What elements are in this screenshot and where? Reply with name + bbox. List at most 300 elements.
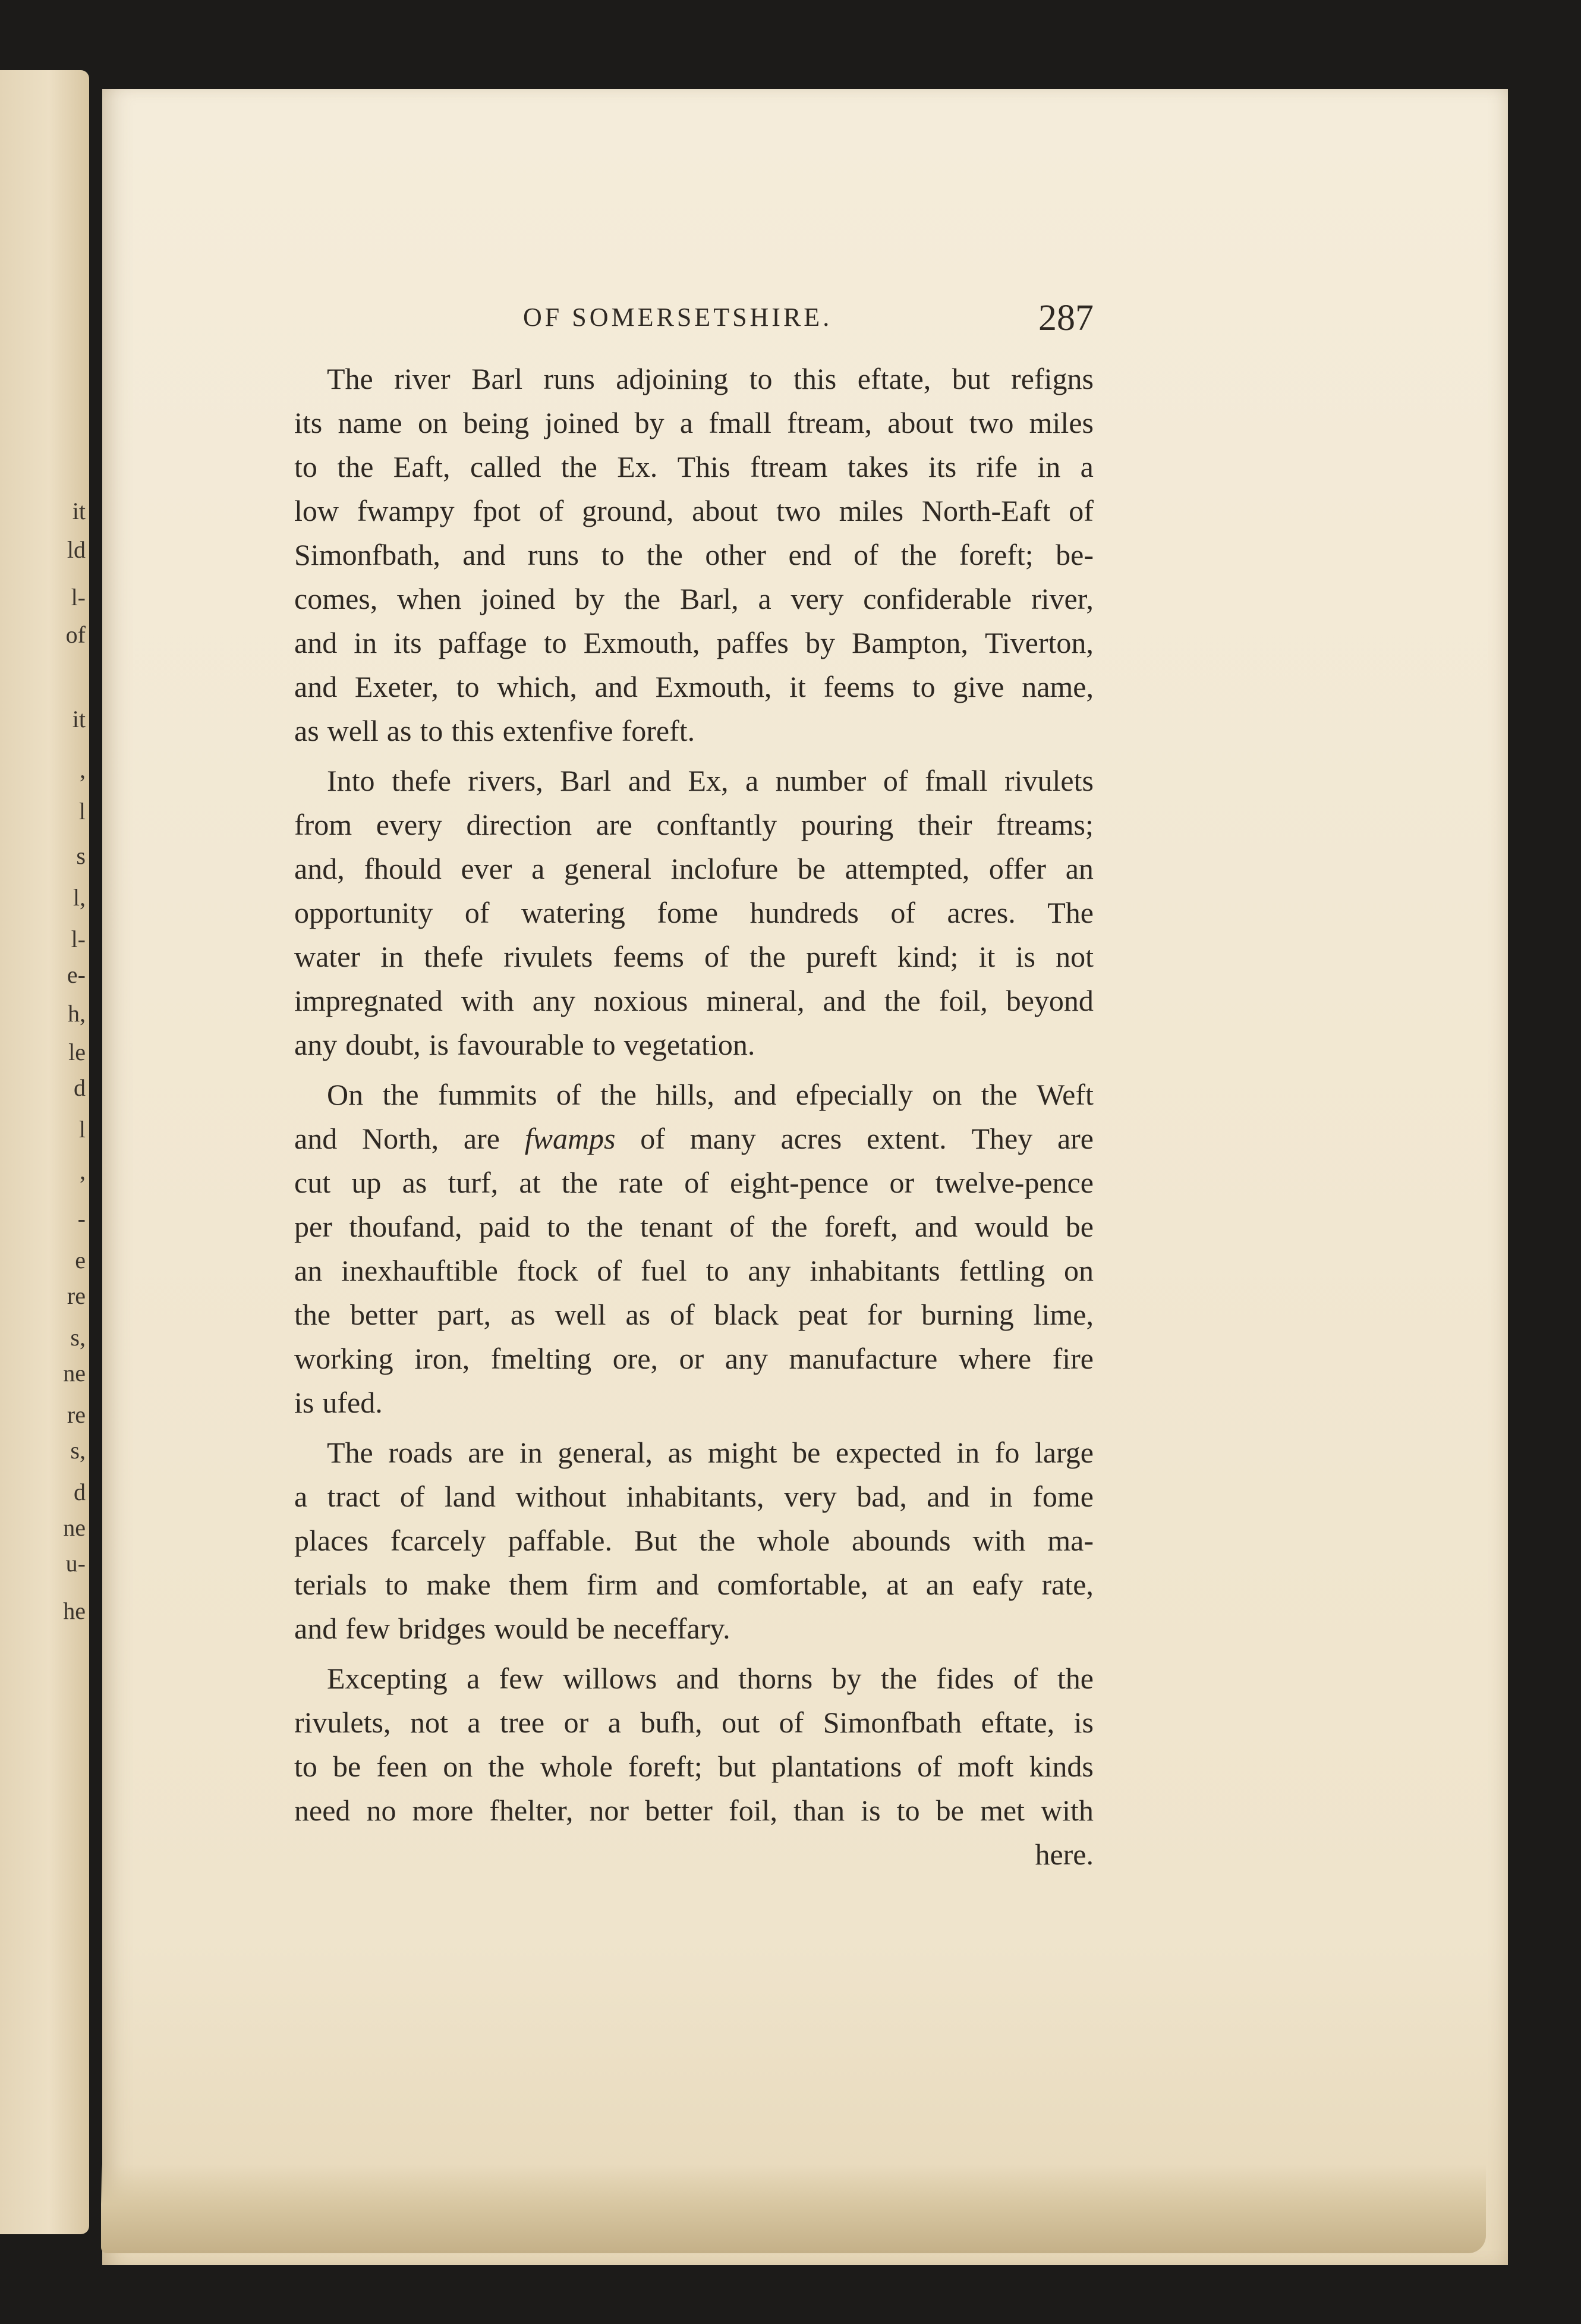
word: an bbox=[294, 1254, 323, 1287]
word: fuel bbox=[640, 1254, 687, 1287]
word: lime, bbox=[1033, 1298, 1094, 1331]
word: roads bbox=[388, 1436, 453, 1469]
word: fo bbox=[994, 1436, 1020, 1469]
word: comes, bbox=[294, 582, 378, 615]
word: is bbox=[861, 1794, 881, 1827]
word: other bbox=[705, 538, 767, 571]
word: thefe bbox=[392, 764, 451, 797]
word: foreft, bbox=[824, 1210, 898, 1243]
word: low bbox=[294, 494, 339, 527]
word: out bbox=[722, 1706, 760, 1739]
word: ground, bbox=[582, 494, 674, 527]
word: fmall bbox=[708, 406, 771, 439]
word: turf, bbox=[448, 1166, 499, 1199]
text-line bbox=[294, 445, 1094, 489]
word: about bbox=[887, 406, 954, 439]
text-line bbox=[294, 1073, 1094, 1117]
word: ftream, bbox=[786, 406, 872, 439]
word: opportunity bbox=[294, 896, 433, 929]
text-line bbox=[294, 1430, 1094, 1474]
left-page-fragment: he bbox=[63, 1597, 86, 1624]
word: well bbox=[327, 714, 379, 747]
left-page-fragment: re bbox=[67, 1282, 86, 1309]
word: miles bbox=[839, 494, 904, 527]
text-line bbox=[294, 665, 1094, 709]
word: Exmouth, bbox=[655, 670, 772, 703]
word: to bbox=[706, 1254, 729, 1287]
word: are bbox=[463, 1122, 500, 1155]
word: Excepting bbox=[327, 1662, 448, 1695]
word: and bbox=[927, 1480, 970, 1513]
word: miles bbox=[1029, 406, 1094, 439]
text-line bbox=[294, 489, 1094, 533]
word: and bbox=[733, 1078, 777, 1111]
word: favourable bbox=[456, 1028, 584, 1061]
word: plantations bbox=[771, 1750, 902, 1783]
left-page-fragment: ne bbox=[63, 1514, 86, 1541]
word: per bbox=[294, 1210, 332, 1243]
word: to bbox=[896, 1794, 920, 1827]
word: make bbox=[426, 1568, 491, 1601]
word: as bbox=[294, 714, 319, 747]
word: fire bbox=[1052, 1342, 1094, 1375]
word: and bbox=[656, 1568, 699, 1601]
word: whole bbox=[540, 1750, 613, 1783]
left-page-fragment: l bbox=[78, 798, 86, 825]
word: to bbox=[294, 1750, 317, 1783]
left-facing-page bbox=[0, 70, 89, 2234]
word: North, bbox=[361, 1122, 439, 1155]
word: of bbox=[556, 1078, 581, 1111]
word: inhabitants bbox=[810, 1254, 940, 1287]
word: acres bbox=[780, 1122, 842, 1155]
running-head-title: OF SOMERSETSHIRE. bbox=[523, 303, 833, 332]
word: Weft bbox=[1036, 1078, 1094, 1111]
word: the bbox=[900, 538, 937, 571]
text-line bbox=[294, 803, 1094, 847]
word: fcarcely bbox=[390, 1524, 486, 1557]
word: when bbox=[397, 582, 462, 615]
word: be bbox=[332, 1750, 361, 1783]
text-line bbox=[294, 759, 1094, 803]
word: which, bbox=[497, 670, 577, 703]
text-line bbox=[294, 1562, 1094, 1606]
word: and bbox=[462, 538, 506, 571]
word: more bbox=[412, 1794, 474, 1827]
word: large bbox=[1034, 1436, 1094, 1469]
word: nor bbox=[589, 1794, 629, 1827]
word: would bbox=[494, 1612, 569, 1645]
word: the bbox=[294, 1298, 331, 1331]
word: and bbox=[914, 1210, 958, 1243]
word: of bbox=[704, 940, 729, 973]
word: river bbox=[394, 362, 451, 395]
word: very bbox=[790, 582, 844, 615]
word: But bbox=[634, 1524, 678, 1557]
word: bad, bbox=[856, 1480, 907, 1513]
left-page-fragment: - bbox=[77, 1205, 86, 1232]
word: by bbox=[575, 582, 605, 615]
word: might bbox=[707, 1436, 777, 1469]
word: to bbox=[912, 670, 936, 703]
text-line bbox=[294, 357, 1094, 401]
word: name, bbox=[1022, 670, 1094, 703]
word: or bbox=[679, 1342, 704, 1375]
word: in bbox=[956, 1436, 980, 1469]
word: Simonfbath, bbox=[294, 538, 440, 571]
left-page-fragment: d bbox=[74, 1479, 86, 1505]
word: ore, bbox=[612, 1342, 659, 1375]
word: thefe bbox=[424, 940, 484, 973]
word: the bbox=[488, 1750, 525, 1783]
text-line bbox=[294, 1205, 1094, 1249]
left-page-fragment: of bbox=[65, 621, 86, 648]
word: Ex. bbox=[617, 450, 658, 483]
word: North-Eaft bbox=[921, 494, 1051, 527]
word: extenfive bbox=[502, 714, 613, 747]
word: The bbox=[327, 1436, 373, 1469]
word: efpecially bbox=[795, 1078, 913, 1111]
word: are bbox=[596, 808, 632, 841]
word: than bbox=[793, 1794, 845, 1827]
word: would bbox=[974, 1210, 1049, 1243]
word: any bbox=[294, 1028, 338, 1061]
word: of bbox=[854, 538, 878, 571]
word: They bbox=[971, 1122, 1033, 1155]
word: to bbox=[543, 626, 567, 659]
word: rate bbox=[619, 1166, 663, 1199]
word: to bbox=[601, 538, 625, 571]
word: at bbox=[519, 1166, 541, 1199]
word: eight-pence bbox=[730, 1166, 869, 1199]
word: to bbox=[420, 714, 443, 747]
word: very bbox=[783, 1480, 837, 1513]
word: doubt, bbox=[345, 1028, 421, 1061]
word: tract bbox=[327, 1480, 380, 1513]
text-line bbox=[294, 401, 1094, 445]
word: runs bbox=[527, 538, 580, 571]
word: be bbox=[792, 1436, 821, 1469]
word: few bbox=[499, 1662, 544, 1695]
word: this bbox=[793, 362, 837, 395]
word: Exmouth, bbox=[583, 626, 700, 659]
word: peat bbox=[798, 1298, 848, 1331]
word: the bbox=[771, 1210, 808, 1243]
word: Eaft, bbox=[393, 450, 451, 483]
word: the bbox=[587, 1210, 623, 1243]
word: but bbox=[717, 1750, 756, 1783]
word: with bbox=[972, 1524, 1026, 1557]
word: its bbox=[393, 626, 422, 659]
word: in bbox=[380, 940, 404, 973]
word: Ex, bbox=[688, 764, 729, 797]
word: the bbox=[749, 940, 786, 973]
word: neceffary. bbox=[613, 1612, 730, 1645]
word: of bbox=[779, 1706, 804, 1739]
word: and bbox=[294, 1122, 338, 1155]
word: terials bbox=[294, 1568, 367, 1601]
word: of bbox=[1013, 1662, 1038, 1695]
word: in bbox=[989, 1480, 1013, 1513]
word: abounds bbox=[851, 1524, 951, 1557]
word: takes bbox=[847, 450, 909, 483]
text-line bbox=[294, 1292, 1094, 1336]
text-line bbox=[294, 1700, 1094, 1744]
word: give bbox=[953, 670, 1004, 703]
left-page-fragment: d bbox=[74, 1074, 86, 1101]
text-line bbox=[294, 1380, 1094, 1424]
word: from bbox=[294, 808, 352, 841]
left-page-fragment: s, bbox=[70, 1437, 86, 1464]
word: a bbox=[607, 1706, 621, 1739]
word: Bampton, bbox=[852, 626, 968, 659]
word: part, bbox=[437, 1298, 491, 1331]
word: firm bbox=[586, 1568, 638, 1601]
word: the bbox=[560, 450, 597, 483]
word: Tiverton, bbox=[985, 626, 1094, 659]
word: foreft; bbox=[628, 1750, 703, 1783]
word: be bbox=[936, 1794, 964, 1827]
word: to bbox=[385, 1568, 408, 1601]
left-page-fragment: e bbox=[75, 1247, 86, 1273]
left-page-fragment: , bbox=[80, 756, 86, 783]
word: the bbox=[698, 1524, 736, 1557]
word: hundreds bbox=[749, 896, 859, 929]
word: their bbox=[917, 808, 972, 841]
word: where bbox=[958, 1342, 1032, 1375]
text-line bbox=[294, 621, 1094, 665]
word: fome bbox=[1032, 1480, 1094, 1513]
text-line bbox=[294, 1606, 1094, 1650]
word: mineral, bbox=[706, 984, 805, 1017]
text-line bbox=[294, 1518, 1094, 1562]
word: on bbox=[443, 1750, 473, 1783]
left-page-fragment: s, bbox=[70, 1324, 86, 1351]
word: general bbox=[563, 852, 652, 885]
left-page-fragment: l- bbox=[71, 584, 86, 611]
word: no bbox=[366, 1794, 396, 1827]
left-page-fragment: l- bbox=[71, 926, 86, 952]
word: by bbox=[805, 626, 835, 659]
word: ma- bbox=[1047, 1524, 1094, 1557]
word: as bbox=[402, 1166, 427, 1199]
text-line bbox=[294, 709, 1094, 753]
word: acres. bbox=[947, 896, 1016, 929]
word: Exeter, bbox=[354, 670, 439, 703]
word: ftream bbox=[749, 450, 828, 483]
catchword-line bbox=[294, 1832, 1094, 1876]
word: paffable. bbox=[508, 1524, 612, 1557]
word: fmelting bbox=[490, 1342, 592, 1375]
word: need bbox=[294, 1794, 351, 1827]
word: the bbox=[624, 582, 661, 615]
word: to bbox=[749, 362, 773, 395]
word: tenant bbox=[640, 1210, 713, 1243]
word: be bbox=[1065, 1210, 1094, 1243]
word: pouring bbox=[801, 808, 894, 841]
word: feems bbox=[823, 670, 895, 703]
word: it bbox=[789, 670, 806, 703]
word: not bbox=[410, 1706, 448, 1739]
word: runs bbox=[543, 362, 595, 395]
word: joined bbox=[544, 406, 619, 439]
word: on bbox=[417, 406, 448, 439]
word: fwamps bbox=[524, 1122, 616, 1155]
word: direction bbox=[466, 808, 572, 841]
word: a bbox=[758, 582, 771, 615]
word: working bbox=[294, 1342, 393, 1375]
text-line bbox=[294, 1117, 1094, 1161]
word: and bbox=[676, 1662, 719, 1695]
word: Barl bbox=[471, 362, 523, 395]
word: not bbox=[1056, 940, 1094, 973]
word: hills, bbox=[656, 1078, 714, 1111]
word: noxious bbox=[593, 984, 688, 1017]
word: with bbox=[461, 984, 514, 1017]
word: a bbox=[467, 1706, 481, 1739]
word: ever bbox=[461, 852, 512, 885]
word: is bbox=[1073, 1706, 1094, 1739]
text-line bbox=[294, 979, 1094, 1023]
word: feen bbox=[376, 1750, 428, 1783]
word: land bbox=[444, 1480, 496, 1513]
word: ufed. bbox=[322, 1386, 383, 1419]
left-page-fragment: l, bbox=[73, 884, 86, 911]
word: On bbox=[327, 1078, 364, 1111]
word: every bbox=[376, 808, 442, 841]
word: general, bbox=[558, 1436, 653, 1469]
word: with bbox=[1041, 1794, 1094, 1827]
word: being bbox=[463, 406, 530, 439]
word: them bbox=[509, 1568, 569, 1601]
word: a bbox=[294, 1480, 308, 1513]
body-text bbox=[294, 357, 1094, 1876]
left-page-fragment: ld bbox=[67, 536, 86, 563]
word: a bbox=[531, 852, 545, 885]
word: of bbox=[1069, 494, 1094, 527]
word: as bbox=[386, 714, 412, 747]
word: a bbox=[467, 1662, 480, 1695]
text-line bbox=[294, 1474, 1094, 1518]
word: eftate, bbox=[981, 1706, 1055, 1739]
word: expected bbox=[835, 1436, 941, 1469]
word: manufacture bbox=[789, 1342, 938, 1375]
word: the bbox=[337, 450, 374, 483]
word: better bbox=[645, 1794, 713, 1827]
word: refigns bbox=[1011, 362, 1094, 395]
text-line bbox=[294, 1161, 1094, 1205]
word: by bbox=[832, 1662, 862, 1695]
text-line bbox=[294, 1023, 1094, 1067]
catchword: here. bbox=[1035, 1838, 1094, 1871]
word: vegetation. bbox=[623, 1028, 755, 1061]
word: the bbox=[600, 1078, 637, 1111]
word: attempted, bbox=[845, 852, 970, 885]
word: beyond bbox=[1006, 984, 1094, 1017]
word: twelve-pence bbox=[935, 1166, 1094, 1199]
word: fettling bbox=[959, 1254, 1045, 1287]
word: the bbox=[1057, 1662, 1094, 1695]
word: fhould bbox=[364, 852, 442, 885]
word: of bbox=[538, 494, 564, 527]
running-head bbox=[285, 297, 1094, 339]
word: of bbox=[640, 1122, 665, 1155]
left-page-fragment: e- bbox=[67, 961, 86, 988]
word: of bbox=[399, 1480, 425, 1513]
word: two bbox=[969, 406, 1014, 439]
word: paid bbox=[478, 1210, 530, 1243]
word: are bbox=[1057, 1122, 1094, 1155]
word: better bbox=[350, 1298, 418, 1331]
word: and bbox=[294, 626, 338, 659]
word: well bbox=[555, 1298, 606, 1331]
word: to bbox=[294, 450, 317, 483]
word: fmall bbox=[924, 764, 988, 797]
word: willows bbox=[562, 1662, 657, 1695]
word: end bbox=[788, 538, 832, 571]
word: of bbox=[890, 896, 916, 929]
word: and bbox=[823, 984, 866, 1017]
word: the bbox=[981, 1078, 1018, 1111]
word: rivulets bbox=[1004, 764, 1094, 797]
word: to bbox=[592, 1028, 616, 1061]
word: whole bbox=[757, 1524, 830, 1557]
word: any bbox=[748, 1254, 791, 1287]
word: of bbox=[917, 1750, 942, 1783]
left-page-fragment: u- bbox=[65, 1550, 86, 1577]
word: be- bbox=[1056, 538, 1094, 571]
word: thoufand, bbox=[349, 1210, 462, 1243]
word: in bbox=[1037, 450, 1061, 483]
word: fpot bbox=[473, 494, 521, 527]
text-line bbox=[294, 1249, 1094, 1292]
word: two bbox=[776, 494, 821, 527]
word: inexhauftible bbox=[341, 1254, 498, 1287]
word: as bbox=[510, 1298, 536, 1331]
word: moft bbox=[958, 1750, 1014, 1783]
word: rivulets bbox=[503, 940, 593, 973]
word: Simonfbath bbox=[823, 1706, 962, 1739]
word: this bbox=[451, 714, 495, 747]
left-page-fragment: re bbox=[67, 1401, 86, 1428]
word: rate, bbox=[1041, 1568, 1094, 1601]
word: without bbox=[515, 1480, 607, 1513]
word: in bbox=[354, 626, 377, 659]
word: rife bbox=[976, 450, 1018, 483]
word: foil, bbox=[938, 984, 988, 1017]
word: The bbox=[327, 362, 373, 395]
word: and bbox=[628, 764, 671, 797]
text-line bbox=[294, 1336, 1094, 1380]
word: a bbox=[745, 764, 759, 797]
word: adjoining bbox=[616, 362, 729, 395]
word: bridges bbox=[398, 1612, 486, 1645]
word: foreft; bbox=[959, 538, 1034, 571]
word: impregnated bbox=[294, 984, 443, 1017]
word: and bbox=[294, 1612, 338, 1645]
word: an bbox=[925, 1568, 955, 1601]
word: a bbox=[1080, 450, 1094, 483]
word: to bbox=[547, 1210, 571, 1243]
word: paffage bbox=[438, 626, 527, 659]
word: an bbox=[1065, 852, 1094, 885]
word: of bbox=[729, 1210, 755, 1243]
word: iron, bbox=[414, 1342, 470, 1375]
word: foil, bbox=[729, 1794, 777, 1827]
word: of bbox=[597, 1254, 622, 1287]
text-line bbox=[294, 1788, 1094, 1832]
word: inclofure bbox=[670, 852, 779, 885]
